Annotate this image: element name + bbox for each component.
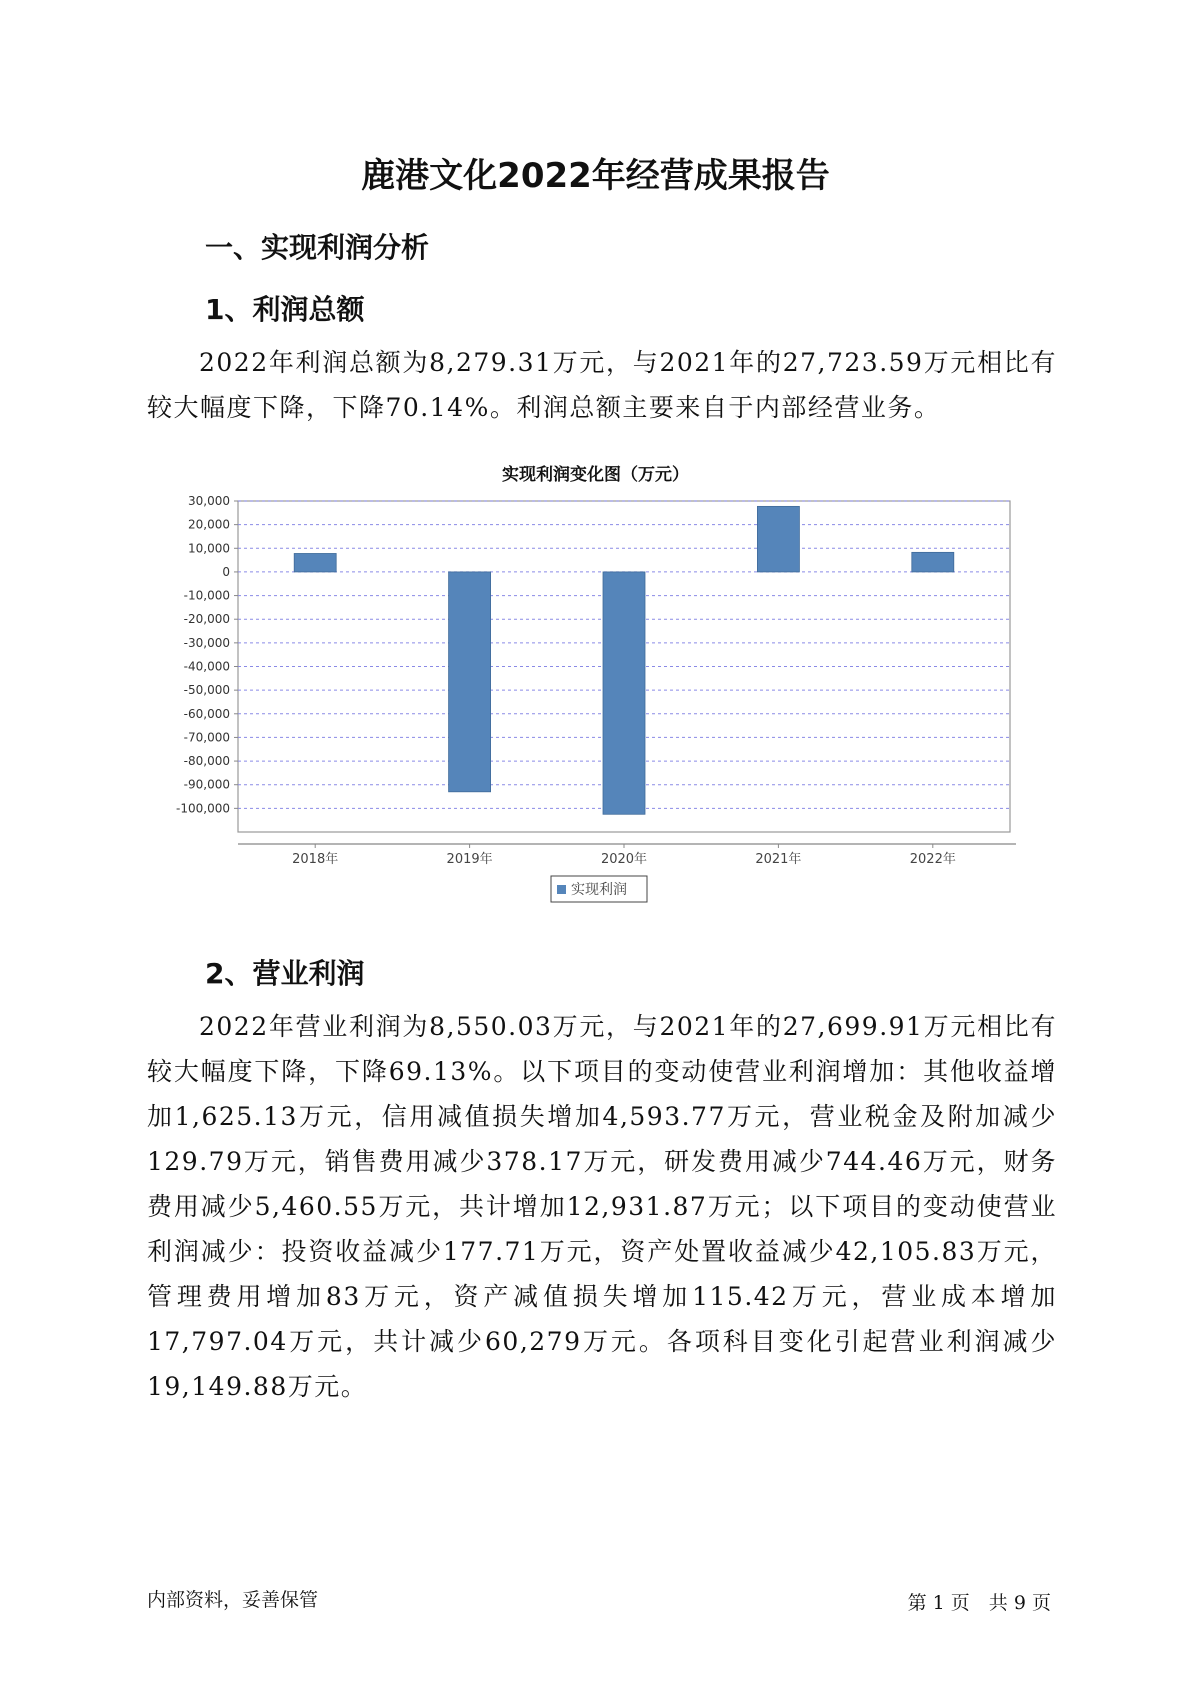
- bar: [449, 572, 491, 792]
- footer-page-info: [908, 1588, 1051, 1615]
- legend-swatch: [557, 885, 566, 894]
- y-tick-label: -90,000: [183, 777, 230, 792]
- y-tick-label: -80,000: [183, 754, 230, 769]
- page-suffix: 页: [1031, 1592, 1051, 1614]
- y-tick-label: -100,000: [176, 801, 230, 816]
- section-heading-profit-analysis: 一、实现利润分析: [205, 231, 430, 264]
- subheading-total-profit: 1、利润总额: [205, 293, 365, 326]
- page-mid: 页 共: [950, 1592, 1008, 1614]
- y-tick-label: 10,000: [188, 541, 230, 556]
- y-tick-label: -20,000: [183, 612, 230, 627]
- y-tick-label: -10,000: [183, 588, 230, 603]
- x-tick-label: 2021年: [755, 852, 802, 867]
- y-tick-label: 0: [222, 564, 230, 579]
- chart-title: 实现利润变化图（万元）: [502, 465, 689, 485]
- page-number: 1: [932, 1592, 945, 1614]
- x-tick-label: 2019年: [446, 852, 493, 867]
- subheading-operating-profit: 2、营业利润: [205, 957, 365, 990]
- x-tick-label: 2018年: [292, 852, 339, 867]
- bar: [294, 553, 336, 571]
- footer-confidential-note: 内部资料，妥善保管: [147, 1589, 319, 1611]
- bar: [912, 552, 954, 572]
- document-title: 鹿港文化2022年经营成果报告: [361, 156, 830, 196]
- paragraph-operating-profit: 2022年营业利润为8,550.03万元，与2021年的27,699.91万元相比有较大幅度下降，下降69.13%。以下项目的变动使营业利润增加：其他收益增加1,625.13万元，信用减值损失增加4,593.77万元，营业税金及附加减少129.79万元，销售费用减少378.17万元，研发费用减少744.46万元，财务费用减少5,460.55万元，共计增加12,931.87万元；以下项目的变动使营业利润减少：投资收益减少177.71万元，资产处置收益减少42,105.83万元，管理费用增加83万元，资产减值损失增加115.42万元，营业成本增加17,797.04万元，共计减少60,279万元。各项科目变化引起营业利润减少19,149.88万元。: [147, 1012, 1057, 1401]
- y-tick-label: 20,000: [188, 517, 230, 532]
- x-tick-label: 2020年: [600, 852, 648, 867]
- paragraph-total-profit: 2022年利润总额为8,279.31万元，与2021年的27,723.59万元相比有较大幅度下降，下降70.14%。利润总额主要来自于内部经营业务。: [147, 348, 1057, 422]
- y-tick-label: -30,000: [183, 635, 230, 650]
- bar: [603, 572, 645, 814]
- bar: [757, 506, 799, 572]
- y-tick-label: -60,000: [183, 706, 230, 721]
- y-tick-label: -70,000: [183, 730, 230, 745]
- x-tick-label: 2022年: [909, 852, 956, 867]
- legend-label: 实现利润: [571, 882, 627, 898]
- page-total: 9: [1013, 1592, 1026, 1614]
- y-tick-label: -50,000: [183, 683, 230, 698]
- page-prefix: 第: [907, 1592, 927, 1614]
- y-tick-label: -40,000: [183, 659, 230, 674]
- y-tick-label: 30,000: [188, 494, 230, 508]
